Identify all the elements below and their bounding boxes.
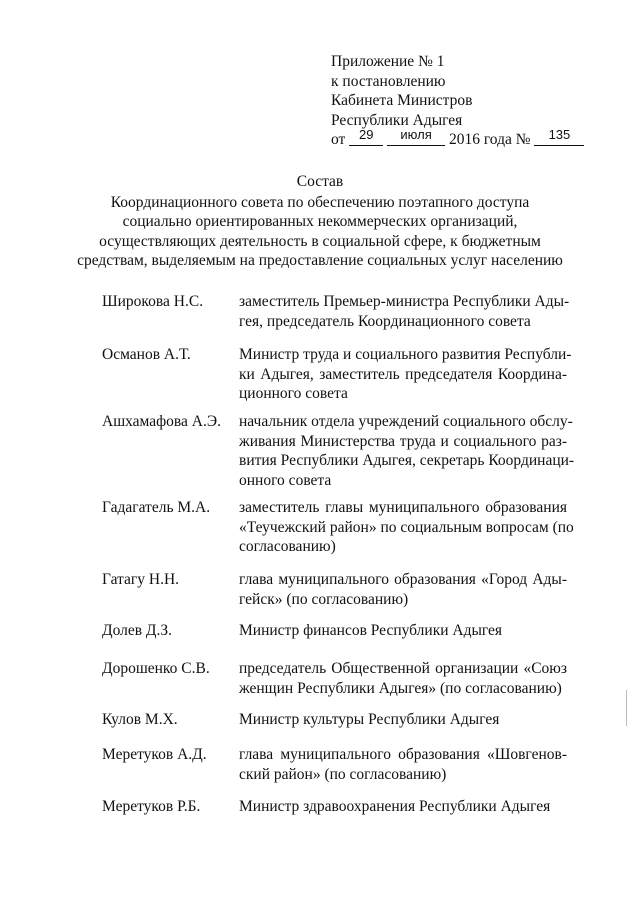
member-name: Османов А.Т. xyxy=(102,346,191,363)
member-name: Гатагу Н.Н. xyxy=(102,571,180,588)
position-line: Министр труда и социального развития Республи- xyxy=(239,346,572,363)
position-line: «Теучежский район» по социальным вопросам (по xyxy=(239,518,574,536)
member-position xyxy=(239,659,567,698)
position-line: начальник отдела учреждений социального обслу- xyxy=(239,413,573,430)
member-name: Меретуков Р.Б. xyxy=(102,798,201,815)
member-position xyxy=(239,412,575,490)
position-line: женщин Республики Адыгея» (по согласованию) xyxy=(239,679,562,697)
title-heading: Состав xyxy=(296,173,344,190)
member-position xyxy=(239,745,567,784)
title-line: осуществляющих деятельность в социальной сфере, к бюджетным xyxy=(99,232,541,250)
member-position xyxy=(239,498,574,557)
position-line: ский район» (по согласованию) xyxy=(239,765,447,783)
position-line: заместитель главы муниципального образования xyxy=(239,499,567,516)
member-position xyxy=(239,570,567,609)
date-month-field xyxy=(387,127,445,146)
position-line: ки Адыгея, заместитель председателя Координа- xyxy=(239,365,567,383)
date-prefix: от xyxy=(331,131,346,148)
member-name: Дорошенко С.В. xyxy=(102,660,210,677)
position-line: заместитель Премьер-министра Республики Ады- xyxy=(239,293,570,310)
appendix-header xyxy=(331,52,584,150)
document-title xyxy=(0,172,640,271)
date-year: 2016 года № xyxy=(448,131,531,148)
title-line: Координационного совета по обеспечению поэтапного доступа xyxy=(110,193,530,211)
member-name: Ашхамафова А.Э. xyxy=(102,413,221,430)
resolution-date-row xyxy=(331,127,584,150)
title-line: социально ориентированных некоммерческих организаций, xyxy=(122,213,518,230)
member-position xyxy=(239,292,570,331)
member-name: Кулов М.Х. xyxy=(102,711,178,728)
position-line: Министр финансов Республики Адыгея xyxy=(239,622,503,639)
title-line: средствам, выделяемым на предоставление социальных услуг населению xyxy=(77,252,563,269)
member-position xyxy=(239,797,567,817)
scan-artifact xyxy=(626,690,627,726)
member-position xyxy=(239,710,567,730)
appendix-line: к постановлению xyxy=(331,72,446,90)
member-name: Широкова Н.С. xyxy=(102,293,204,310)
appendix-line: Республики Адыгея xyxy=(331,111,463,129)
date-day-field xyxy=(349,127,383,146)
position-line: вития Республики Адыгея, секретарь Координаци- xyxy=(239,452,575,469)
position-line: Министр культуры Республики Адыгея xyxy=(239,711,500,728)
member-name: Меретуков А.Д. xyxy=(102,746,207,763)
date-month: июля xyxy=(400,127,432,142)
resolution-number: 135 xyxy=(548,127,571,142)
position-line: ционного совета xyxy=(239,385,348,402)
position-line: согласованию) xyxy=(239,538,336,555)
position-line: глава муниципального образования «Шовгенов- xyxy=(239,746,567,763)
appendix-line: Кабинета Министров xyxy=(331,92,473,109)
position-line: онного совета xyxy=(239,471,332,489)
position-line: гея, председатель Координационного совета xyxy=(239,312,531,330)
position-line: глава муниципального образования «Город Ады- xyxy=(239,571,567,588)
member-position xyxy=(239,345,572,404)
date-day: 29 xyxy=(358,127,374,142)
position-line: живания Министерства труда и социального раз- xyxy=(239,432,567,450)
appendix-line: Приложение № 1 xyxy=(331,53,445,70)
position-line: Министр здравоохранения Республики Адыгея xyxy=(239,798,551,815)
resolution-number-field xyxy=(534,127,584,146)
member-name: Долев Д.З. xyxy=(102,622,173,639)
member-name: Гадагатель М.А. xyxy=(102,499,211,516)
position-line: гейск» (по согласованию) xyxy=(239,590,409,608)
position-line: председатель Общественной организации «Союз xyxy=(239,660,567,677)
member-position xyxy=(239,621,567,641)
